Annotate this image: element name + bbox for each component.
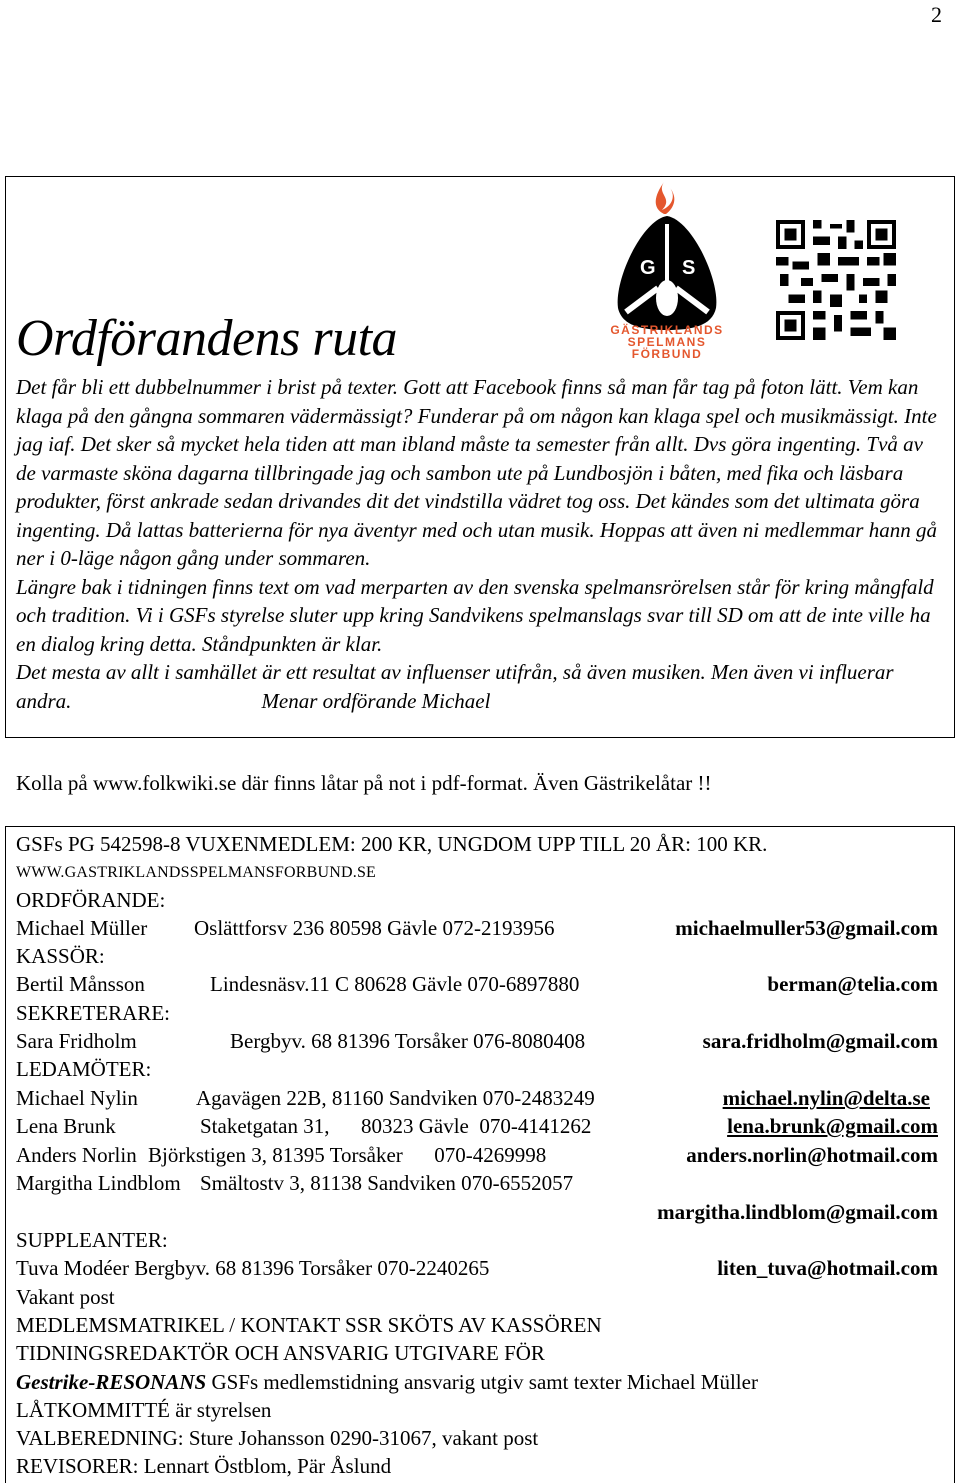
- qr-code-icon[interactable]: [776, 220, 896, 340]
- chair-label: ORDFÖRANDE:: [16, 888, 166, 912]
- box-title: Ordförandens ruta: [16, 310, 398, 367]
- magazine-line: [16, 1372, 758, 1393]
- chair-email[interactable]: michaelmuller53@gmail.com: [675, 916, 938, 940]
- member-email[interactable]: margitha.lindblom@gmail.com: [657, 1200, 938, 1224]
- editor-line: TIDNINGSREDAKTÖR OCH ANSVARIG UTGIVARE FÖR: [16, 1341, 545, 1365]
- secretary-email[interactable]: sara.fridholm@gmail.com: [702, 1029, 938, 1053]
- essay-paragraph: Längre bak i tidningen finns text om vad merparten av den svenska spelmansrörelsen står för kring mångfald och tradition. Vi i GSFs styrelse sluter upp kring Sandvikens spelmanslags svar till SD om att de inte ville ha en dialog kring detta. Ståndpunkten är klar.: [16, 574, 934, 656]
- page-number: 2: [931, 2, 942, 27]
- chair-name: Michael Müller: [16, 916, 148, 940]
- substitutes-label: SUPPLEANTER:: [16, 1228, 168, 1252]
- magazine-name: Gestrike-RESONANS: [16, 1370, 207, 1394]
- logo-wordmark: [596, 324, 738, 360]
- members-label: LEDAMÖTER:: [16, 1057, 152, 1081]
- member-address: Agavägen 22B, 81160 Sandviken 070-2483249: [196, 1086, 595, 1110]
- member-name: Michael Nylin: [16, 1086, 138, 1110]
- logo-line-3: FÖRBUND: [631, 347, 703, 361]
- member-email[interactable]: anders.norlin@hotmail.com: [686, 1143, 938, 1167]
- member-name: Lena Brunk: [16, 1114, 116, 1138]
- secretary-address: Bergbyv. 68 81396 Torsåker 076-8080408: [230, 1029, 586, 1053]
- treasurer-address: Lindesnäsv.11 C 80628 Gävle 070-6897880: [210, 972, 580, 996]
- logo-letter-g: G: [640, 257, 656, 279]
- essay-paragraph: Det får bli ett dubbelnummer i brist på texter. Gott att Facebook finns så man får tag på foton lätt. Vem kan klaga på den gångna sommaren vädermässigt? Funderar på om någon kan klaga spel och musikmässigt. Inte jag iaf. Det sker så mycket hela tiden att man ibland måste ta semester från allt. Dvs göra ingenting. Två av de varmaste sköna dagarna tillbringade jag och sambon ute på Lundbosjön i båten, med fika och läsbara produkter, först ankrade sedan drivandes dit det vindstilla vädret tog oss. Det kändes som det ultimata göra ingenting. Då lattas batterierna för nya äventyr med och utan musik. Hoppas att även ni medlemmar hann gå ner i 0-läge någon gång under sommaren.: [16, 375, 937, 570]
- auditors: REVISORER: Lennart Östblom, Pär Åslund: [16, 1454, 392, 1478]
- essay-signature: Menar ordförande Michael: [261, 688, 491, 713]
- tune-committee: LÅTKOMMITTÉ är styrelsen: [16, 1398, 272, 1422]
- essay-paragraph: [16, 658, 946, 715]
- magazine-description: GSFs medlemstidning ansvarig utgiv samt texter Michael Müller: [206, 1370, 758, 1394]
- member-address: Smältostv 3, 81138 Sandviken 070-6552057: [200, 1171, 574, 1195]
- register-line: MEDLEMSMATRIKEL / KONTAKT SSR SKÖTS AV KASSÖREN: [16, 1313, 602, 1337]
- member-address: Björkstigen 3, 81395 Torsåker 070-4269998: [148, 1143, 547, 1167]
- member-name: Anders Norlin: [16, 1143, 137, 1167]
- logo-letter-s: S: [682, 257, 696, 279]
- treasurer-email[interactable]: berman@telia.com: [767, 972, 938, 996]
- member-email[interactable]: michael.nylin@delta.se: [722, 1086, 930, 1110]
- treasurer-name: Bertil Månsson: [16, 972, 145, 996]
- website-link[interactable]: WWW.GASTRIKLANDSSPELMANSFORBUND.SE: [16, 864, 377, 881]
- member-email[interactable]: lena.brunk@gmail.com: [727, 1114, 938, 1138]
- chairman-essay: [16, 373, 946, 715]
- secretary-label: SEKRETERARE:: [16, 1001, 171, 1025]
- chair-address: Oslättforsv 236 80598 Gävle 072-2193956: [194, 916, 555, 940]
- member-address: Staketgatan 31, 80323 Gävle 070-4141262: [200, 1114, 592, 1138]
- logo-line-1: GÄSTRIKLANDS: [610, 323, 724, 337]
- substitute-email[interactable]: liten_tuva@hotmail.com: [717, 1256, 938, 1280]
- member-name: Margitha Lindblom: [16, 1171, 181, 1195]
- substitute-entry: Tuva Modéer Bergbyv. 68 81396 Torsåker 070-2240265: [16, 1256, 490, 1280]
- logo-line-2: SPELMANS: [627, 335, 707, 349]
- folkwiki-note: Kolla på www.folkwiki.se där finns låtar på not i pdf-format. Även Gästrikelåtar !!: [16, 771, 712, 795]
- essay-closing: Det mesta av allt i samhället är ett resultat av influenser utifrån, så även musiken. Men även vi influerar andra.: [16, 660, 894, 713]
- pg-line: GSFs PG 542598-8 VUXENMEDLEM: 200 KR, UNGDOM UPP TILL 20 ÅR: 100 KR.: [16, 832, 768, 856]
- vacant-post: Vakant post: [16, 1285, 115, 1309]
- treasurer-label: KASSÖR:: [16, 944, 105, 968]
- nomination-committee: VALBEREDNING: Sture Johansson 0290-31067, vakant post: [16, 1426, 539, 1450]
- secretary-name: Sara Fridholm: [16, 1029, 137, 1053]
